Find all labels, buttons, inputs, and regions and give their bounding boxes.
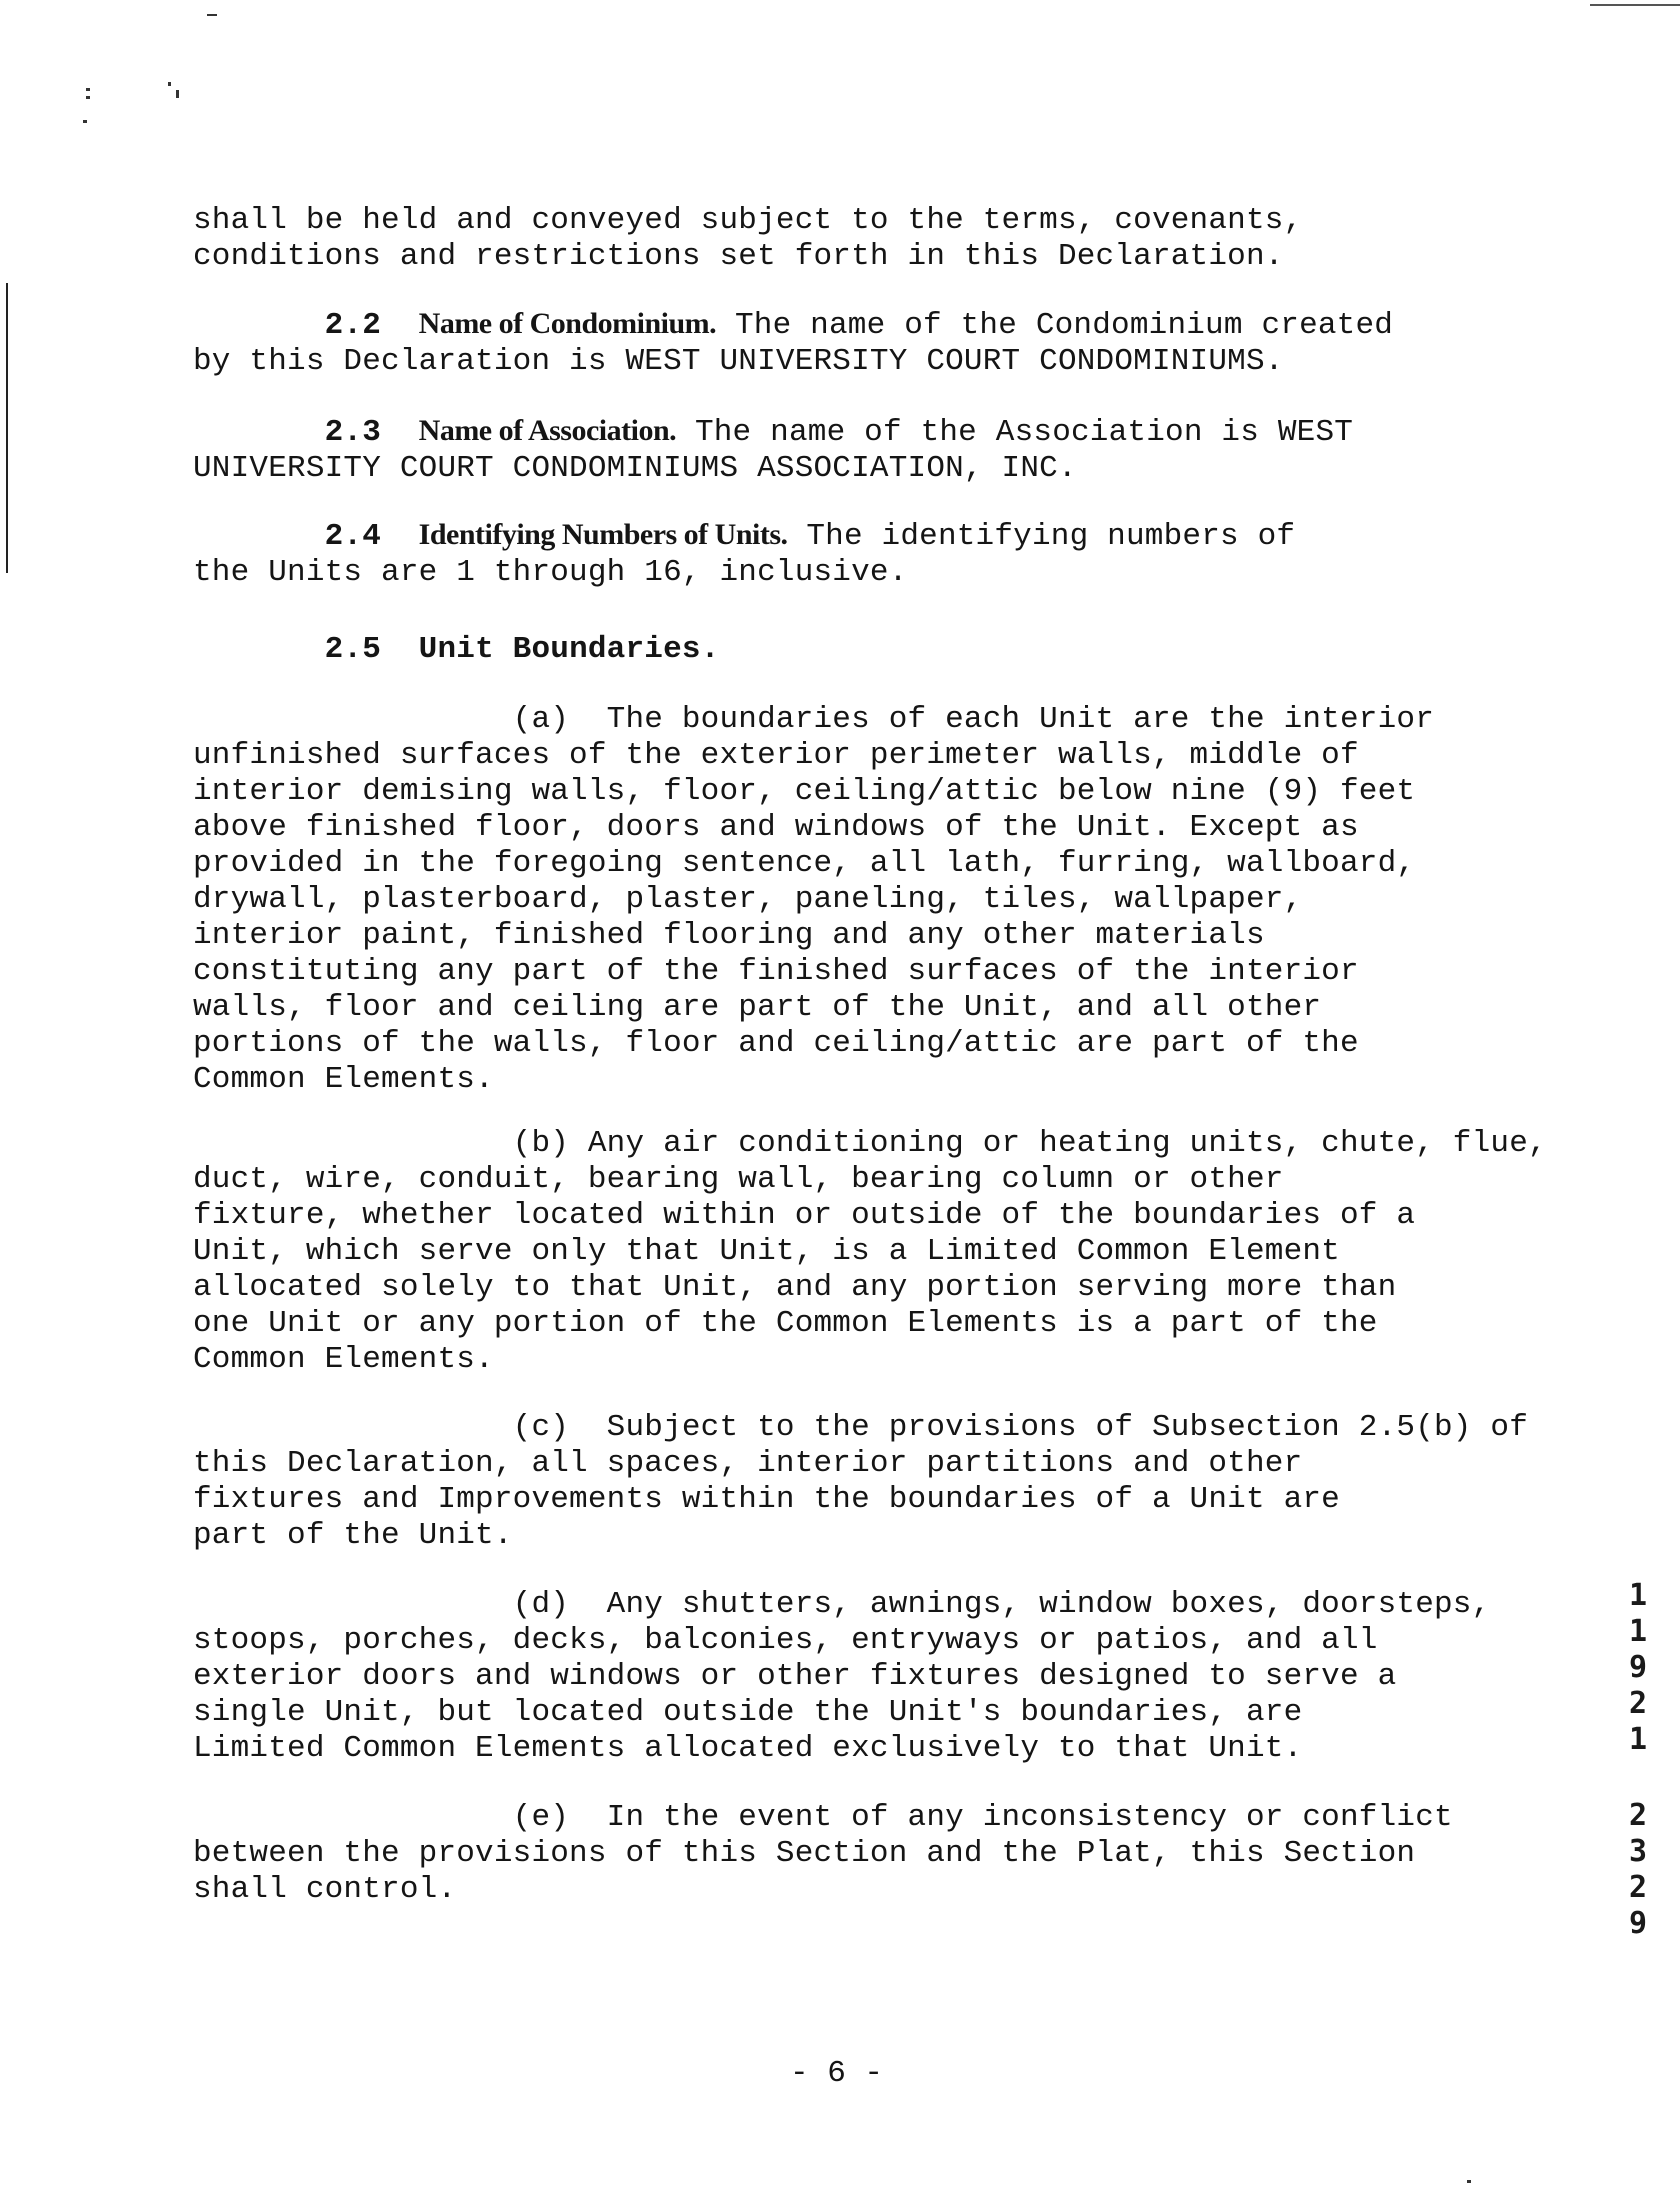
- text-line: unfinished surfaces of the exterior perimeter walls, middle of: [193, 738, 1359, 773]
- stamp-digit: 9: [1628, 1906, 1648, 1941]
- text-line: shall be held and conveyed subject to the terms, covenants,: [193, 203, 1303, 238]
- text-line: by this Declaration is WEST UNIVERSITY COURT CONDOMINIUMS.: [193, 344, 1284, 379]
- text-line: between the provisions of this Section and the Plat, this Section: [193, 1836, 1416, 1871]
- scan-speck: [86, 88, 90, 91]
- subsection-b: [193, 1126, 1547, 1378]
- intro-paragraph: [193, 203, 1483, 275]
- text-line: this Declaration, all spaces, interior partitions and other: [193, 1446, 1303, 1481]
- text-line: (e) In the event of any inconsistency or conflict: [193, 1800, 1453, 1835]
- text-line: walls, floor and ceiling are part of the Unit, and all other: [193, 990, 1322, 1025]
- stamp-digit: 9: [1628, 1650, 1648, 1685]
- section-number: 2.5: [324, 632, 382, 667]
- section-first-line: [193, 306, 1483, 344]
- text-line: fixtures and Improvements within the boundaries of a Unit are: [193, 1482, 1340, 1517]
- section-2-4: [193, 517, 1483, 591]
- text-line: exterior doors and windows or other fixtures designed to serve a: [193, 1659, 1397, 1694]
- section-title: Unit Boundaries.: [418, 632, 720, 667]
- section-title: Name of Condominium.: [418, 307, 717, 340]
- text-line: (d) Any shutters, awnings, window boxes, doorsteps,: [193, 1587, 1491, 1622]
- text-line: UNIVERSITY COURT CONDOMINIUMS ASSOCIATION, INC.: [193, 451, 1077, 486]
- text-line: allocated solely to that Unit, and any portion serving more than: [193, 1270, 1397, 1305]
- text-line: stoops, porches, decks, balconies, entryways or patios, and all: [193, 1623, 1378, 1658]
- section-number: 2.4: [324, 519, 382, 554]
- section-2-3: [193, 413, 1483, 487]
- section-number: 2.3: [324, 415, 382, 450]
- section-title: Name of Association.: [418, 414, 677, 447]
- stamp-digit: 2: [1628, 1686, 1648, 1721]
- subsection-d: [193, 1587, 1491, 1767]
- section-number: 2.2: [324, 308, 382, 343]
- stamp-digit: 3: [1628, 1834, 1648, 1869]
- stamp-digit: 2: [1628, 1798, 1648, 1833]
- text-line: (c) Subject to the provisions of Subsection 2.5(b) of: [193, 1410, 1529, 1445]
- scan-speck: [86, 96, 90, 99]
- text-line: Limited Common Elements allocated exclusively to that Unit.: [193, 1731, 1303, 1766]
- left-margin-bar: [6, 283, 8, 573]
- scan-speck: [83, 120, 87, 123]
- text-line: one Unit or any portion of the Common Elements is a part of the: [193, 1306, 1378, 1341]
- text-line: Unit, which serve only that Unit, is a Limited Common Element: [193, 1234, 1340, 1269]
- text-line: part of the Unit.: [193, 1518, 513, 1553]
- subsection-e: [193, 1800, 1483, 1908]
- scan-speck: [1467, 2180, 1471, 2183]
- page-number: - 6 -: [790, 2056, 884, 2091]
- text-line: Common Elements.: [193, 1342, 494, 1377]
- text-line: provided in the foregoing sentence, all lath, furring, wallboard,: [193, 846, 1416, 881]
- text-line: single Unit, but located outside the Unit's boundaries, are: [193, 1695, 1303, 1730]
- stamp-digit: 1: [1628, 1578, 1648, 1613]
- text-line: the Units are 1 through 16, inclusive.: [193, 555, 908, 590]
- text-line: constituting any part of the finished surfaces of the interior: [193, 954, 1359, 989]
- subsection-a: [193, 702, 1483, 1098]
- text-line: above finished floor, doors and windows of the Unit. Except as: [193, 810, 1359, 845]
- text-line: drywall, plasterboard, plaster, paneling, tiles, wallpaper,: [193, 882, 1303, 917]
- text-line: (a) The boundaries of each Unit are the interior: [193, 702, 1434, 737]
- top-edge-rule: [1590, 4, 1680, 6]
- section-2-2: [193, 306, 1483, 380]
- section-first-line: [193, 517, 1483, 555]
- section-first-line-text: The identifying numbers of: [787, 519, 1296, 554]
- text-line: (b) Any air conditioning or heating units, chute, flue,: [193, 1126, 1547, 1161]
- section-first-line-text: The name of the Condominium created: [716, 308, 1394, 343]
- text-line: portions of the walls, floor and ceiling/attic are part of the: [193, 1026, 1359, 1061]
- text-line: shall control.: [193, 1872, 457, 1907]
- stamp-digit: 1: [1628, 1614, 1648, 1649]
- text-line: interior paint, finished flooring and any other materials: [193, 918, 1265, 953]
- subsection-c: [193, 1410, 1529, 1554]
- text-line: duct, wire, conduit, bearing wall, bearing column or other: [193, 1162, 1284, 1197]
- scan-speck: [176, 90, 179, 98]
- section-first-line: [193, 413, 1483, 451]
- text-line: interior demising walls, floor, ceiling/attic below nine (9) feet: [193, 774, 1416, 809]
- recording-stamp: [1618, 1578, 1658, 1942]
- stamp-digit: 2: [1628, 1870, 1648, 1905]
- text-line: fixture, whether located within or outside of the boundaries of a: [193, 1198, 1416, 1233]
- section-title: Identifying Numbers of Units.: [418, 518, 788, 551]
- text-line: Common Elements.: [193, 1062, 494, 1097]
- scan-speck: [168, 82, 171, 86]
- section-first-line-text: The name of the Association is WEST: [676, 415, 1354, 450]
- text-line: conditions and restrictions set forth in this Declaration.: [193, 239, 1284, 274]
- section-first-line: [193, 632, 1483, 668]
- scan-speck: [207, 14, 217, 16]
- stamp-digit: 1: [1628, 1722, 1648, 1757]
- section-2-5: [193, 632, 1483, 668]
